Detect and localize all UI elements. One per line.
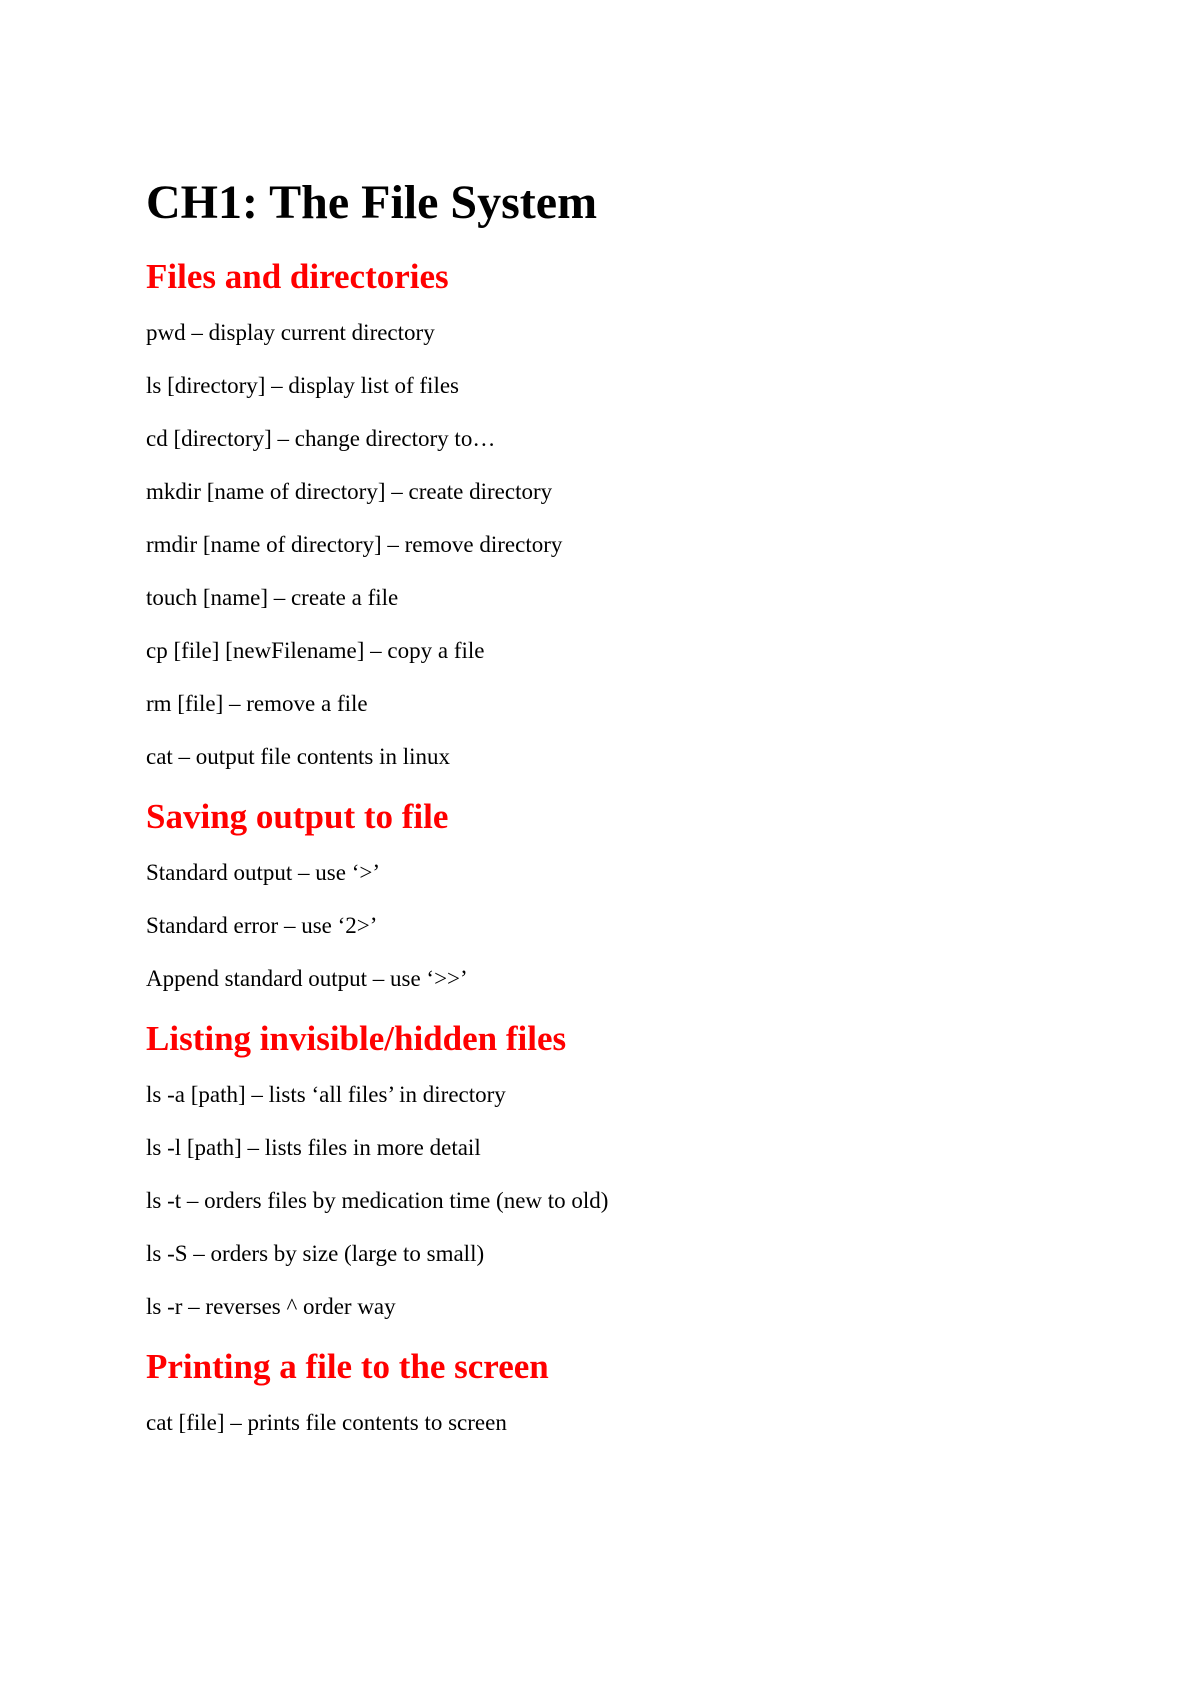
- command-line: ls -a [path] – lists ‘all files’ in directory: [146, 1082, 506, 1107]
- command-line: pwd – display current directory: [146, 320, 435, 345]
- document-page: [146, 175, 1126, 1437]
- section: [146, 797, 1126, 993]
- section: [146, 1347, 1126, 1437]
- section-heading: Files and directories: [146, 257, 449, 296]
- page-title: CH1: The File System: [146, 176, 598, 229]
- command-list: [146, 1409, 1126, 1437]
- command-line: cd [directory] – change directory to…: [146, 426, 496, 451]
- section-heading: Listing invisible/hidden files: [146, 1019, 567, 1058]
- command-line: cp [file] [newFilename] – copy a file: [146, 638, 485, 663]
- command-line: ls [directory] – display list of files: [146, 373, 459, 398]
- section-heading: Printing a file to the screen: [146, 1347, 549, 1386]
- section: [146, 1019, 1126, 1321]
- command-line: mkdir [name of directory] – create directory: [146, 479, 553, 504]
- command-line: Append standard output – use ‘>>’: [146, 966, 468, 991]
- document-body: [146, 257, 1126, 1437]
- command-list: [146, 859, 1126, 993]
- command-line: ls -t – orders files by medication time (new to old): [146, 1188, 609, 1213]
- command-list: [146, 319, 1126, 771]
- command-line: ls -S – orders by size (large to small): [146, 1241, 485, 1266]
- command-line: cat [file] – prints file contents to screen: [146, 1410, 507, 1435]
- command-line: touch [name] – create a file: [146, 585, 399, 610]
- command-line: rm [file] – remove a file: [146, 691, 368, 716]
- command-list: [146, 1081, 1126, 1321]
- command-line: cat – output file contents in linux: [146, 744, 451, 769]
- command-line: rmdir [name of directory] – remove directory: [146, 532, 563, 557]
- command-line: Standard output – use ‘>’: [146, 860, 380, 885]
- command-line: ls -l [path] – lists files in more detail: [146, 1135, 481, 1160]
- command-line: ls -r – reverses ^ order way: [146, 1294, 396, 1319]
- section: [146, 257, 1126, 771]
- section-heading: Saving output to file: [146, 797, 449, 836]
- command-line: Standard error – use ‘2>’: [146, 913, 378, 938]
